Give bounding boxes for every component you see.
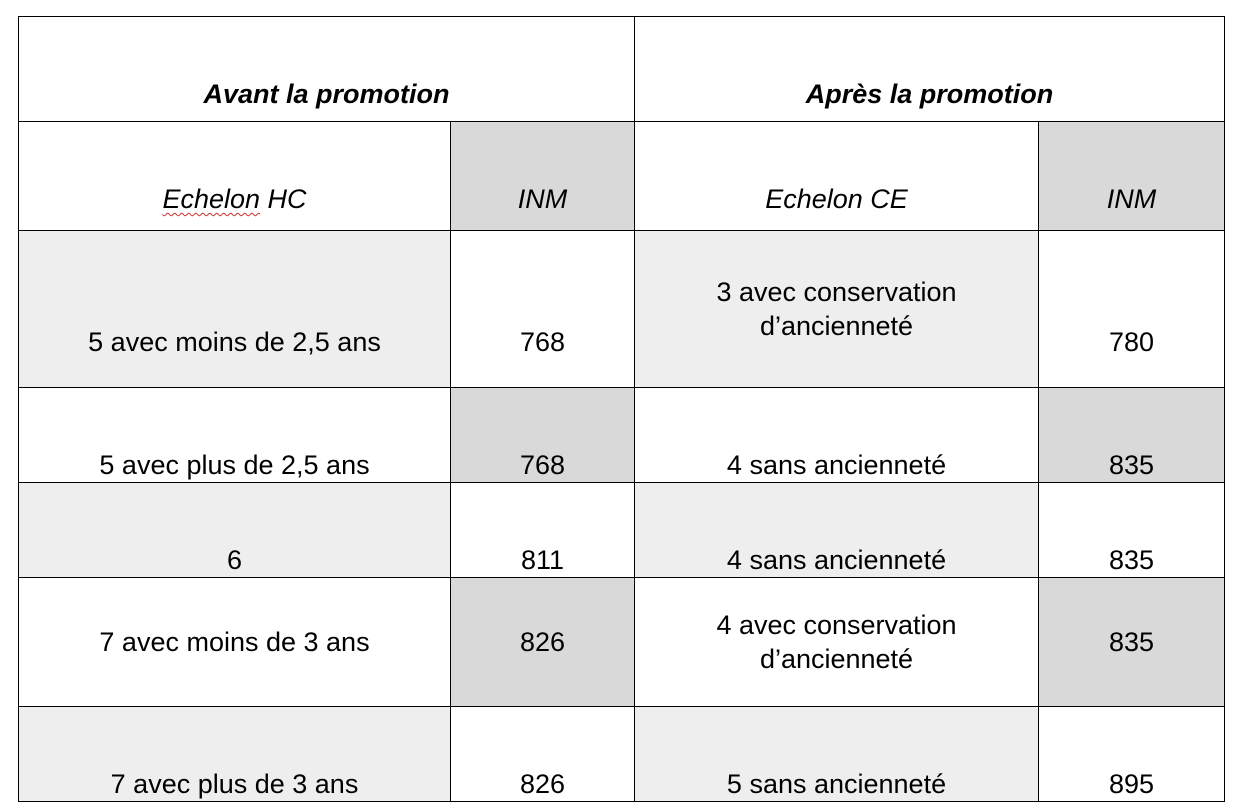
table-row: [19, 707, 1225, 802]
group-header-row: [19, 17, 1225, 122]
cell-echelon-hc: 5 avec plus de 2,5 ans: [19, 388, 451, 483]
cell-inm-after: 835: [1039, 578, 1225, 707]
cell-inm-before: 768: [451, 231, 635, 388]
cell-echelon-hc: 7 avec moins de 3 ans: [19, 578, 451, 707]
column-header-row: [19, 122, 1225, 231]
col-header-echelon-ce: Echelon CE: [635, 122, 1039, 231]
table-row: [19, 231, 1225, 388]
table-row: [19, 483, 1225, 578]
cell-echelon-hc: 5 avec moins de 2,5 ans: [19, 231, 451, 388]
header-before-promotion: Avant la promotion: [19, 17, 635, 122]
cell-echelon-ce: 3 avec conservation d’ancienneté: [635, 231, 1039, 388]
cell-inm-after: 895: [1039, 707, 1225, 802]
cell-echelon-hc: 6: [19, 483, 451, 578]
col-header-echelon-hc: [19, 122, 451, 231]
cell-echelon-ce: 4 sans ancienneté: [635, 483, 1039, 578]
cell-inm-before: 768: [451, 388, 635, 483]
col-header-inm-before: INM: [451, 122, 635, 231]
col-header-echelon-hc-word: Echelon: [162, 184, 261, 214]
cell-echelon-ce: 5 sans ancienneté: [635, 707, 1039, 802]
cell-echelon-ce: 4 avec conservation d’ancienneté: [635, 578, 1039, 707]
promotion-table: [18, 16, 1225, 802]
cell-inm-before: 826: [451, 578, 635, 707]
cell-echelon-ce: 4 sans ancienneté: [635, 388, 1039, 483]
cell-inm-before: 811: [451, 483, 635, 578]
col-header-inm-after: INM: [1039, 122, 1225, 231]
cell-echelon-hc: 7 avec plus de 3 ans: [19, 707, 451, 802]
cell-inm-before: 826: [451, 707, 635, 802]
header-after-promotion: Après la promotion: [635, 17, 1225, 122]
cell-inm-after: 835: [1039, 483, 1225, 578]
col-header-echelon-hc-suffix: HC: [260, 184, 307, 214]
table-row: [19, 578, 1225, 707]
cell-inm-after: 835: [1039, 388, 1225, 483]
table-row: [19, 388, 1225, 483]
cell-inm-after: 780: [1039, 231, 1225, 388]
